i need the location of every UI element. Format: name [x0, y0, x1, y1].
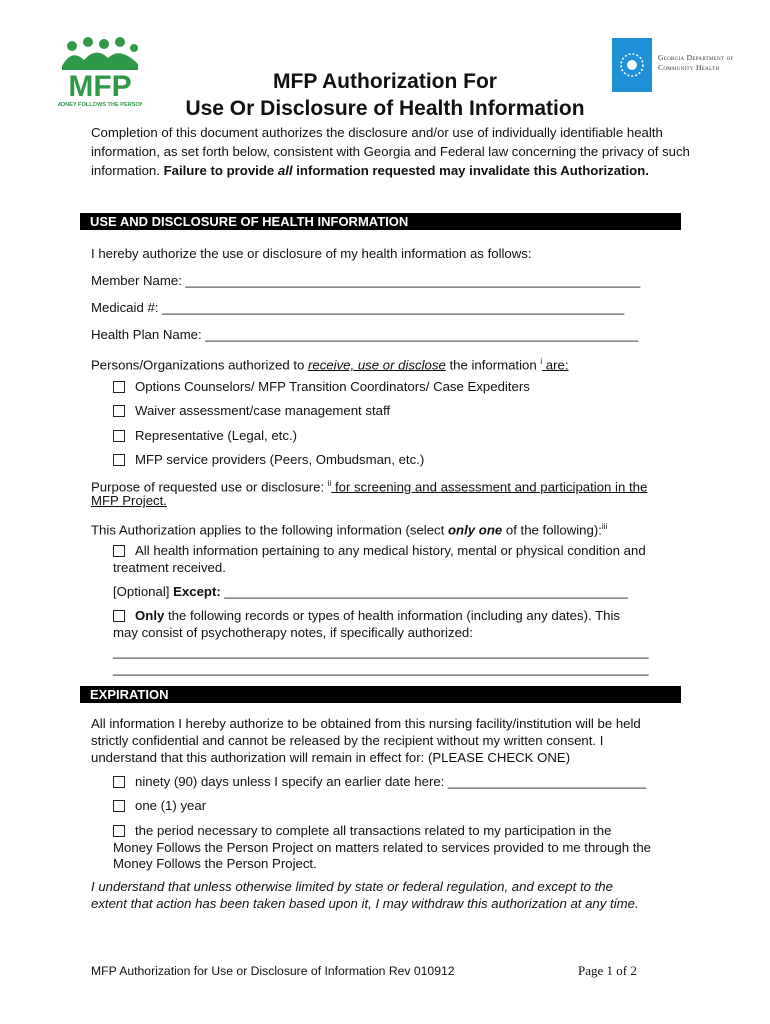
blank-line-1[interactable]: _________________________________________________________________________: [113, 644, 649, 659]
intro-bold-italic: all: [277, 163, 293, 178]
option-waiver-staff[interactable]: [113, 402, 390, 420]
footer-page-number: Page 1 of 2: [578, 963, 637, 978]
transaction-period-line-3: Money Follows the Person Project.: [113, 856, 317, 871]
checkbox[interactable]: [113, 610, 125, 622]
option-label: ninety (90) days unless I specify an earlier date here: ___________________________: [135, 774, 647, 789]
purpose-line-2: MFP Project.: [91, 493, 167, 508]
withdraw-statement-line-1: I understand that unless otherwise limited by state or federal regulation, and except to the: [91, 879, 613, 894]
option-ninety-days[interactable]: [113, 773, 646, 791]
persons-post: are:: [542, 357, 569, 373]
option-all-health-info[interactable]: [113, 542, 646, 560]
medicaid-number-field[interactable]: Medicaid #: _______________________________________________________________: [91, 300, 625, 315]
withdraw-statement-line-2: extent that action has been taken based upon it, I may withdraw this authorization at any time.: [91, 896, 639, 911]
expiration-para-line-3: understand that this authorization will remain in effect for: (PLEASE CHECK ONE): [91, 750, 571, 765]
option-one-year[interactable]: [113, 797, 206, 815]
applies-footnote: iii: [601, 522, 608, 531]
option-label: Representative (Legal, etc.): [135, 428, 297, 443]
option-service-providers[interactable]: [113, 451, 424, 469]
persons-mid: the information: [445, 357, 541, 373]
persons-pre: Persons/Organizations authorized to: [91, 357, 308, 373]
blank-line-2[interactable]: _________________________________________________________________________: [113, 661, 649, 676]
purpose-underlined-1: for screening and assessment and participation in the: [331, 479, 648, 495]
purpose-pre: Purpose of requested use or disclosure:: [91, 479, 328, 495]
option-label: All health information pertaining to any medical history, mental or physical condition and: [135, 543, 646, 558]
expiration-para-line-1: All information I hereby authorize to be obtained from this nursing facility/institution will be held: [91, 716, 641, 731]
all-health-line-2: treatment received.: [113, 560, 226, 575]
optional-pre: [Optional]: [113, 584, 174, 599]
footer-revision: MFP Authorization for Use or Disclosure of Information Rev 010912: [91, 964, 455, 978]
section-header-use-disclosure: USE AND DISCLOSURE OF HEALTH INFORMATION: [80, 213, 681, 230]
checkbox[interactable]: [113, 381, 125, 393]
option-label: MFP service providers (Peers, Ombudsman, etc.): [135, 452, 425, 467]
expiration-para-line-2: strictly confidential and cannot be released by the recipient without my written consent. I: [91, 733, 604, 748]
transaction-period-line-2: Money Follows the Person Project on matters related to services provided to me through the: [113, 840, 652, 855]
checkbox[interactable]: [113, 405, 125, 417]
option-only-records[interactable]: [113, 607, 620, 625]
only-records-line-2: may consist of psychotherapy notes, if specifically authorized:: [113, 625, 473, 640]
checkbox[interactable]: [113, 825, 125, 837]
intro-text: Completion of this document authorizes the disclosure and/or use of individually identifiable health information, as set forth below, consistent with Georgia and Federal law concerning the privacy of such information.: [91, 125, 690, 178]
option-representative[interactable]: [113, 427, 297, 445]
mfp-logo-text: MFP: [68, 70, 132, 103]
persons-footnote: i: [540, 357, 543, 366]
title-line-2: Use Or Disclosure of Health Information: [185, 97, 585, 120]
only-bold: Only: [135, 608, 165, 623]
mfp-logo-tagline: MONEY FOLLOWS THE PERSON: [58, 102, 142, 108]
checkbox[interactable]: [113, 430, 125, 442]
applies-pre: This Authorization applies to the following information (select: [91, 522, 448, 538]
health-plan-name-field[interactable]: Health Plan Name: ___________________________________________________________: [91, 327, 639, 342]
option-counselors[interactable]: [113, 378, 530, 396]
option-label: the period necessary to complete all transactions related to my participation in the: [135, 823, 612, 838]
applies-label: [91, 518, 607, 539]
persons-authorized-label: [91, 353, 569, 374]
title-line-1: MFP Authorization For: [273, 70, 497, 93]
authorize-statement: I hereby authorize the use or disclosure of my health information as follows:: [91, 246, 532, 261]
section-header-expiration: EXPIRATION: [80, 686, 681, 703]
member-name-field[interactable]: Member Name: ______________________________________________________________: [91, 273, 641, 288]
checkbox[interactable]: [113, 800, 125, 812]
intro-bold-2: information requested may invalidate this Authorization.: [292, 163, 649, 178]
option-label: one (1) year: [135, 798, 207, 813]
persons-italic: receive, use or disclose: [307, 357, 446, 373]
checkbox[interactable]: [113, 545, 125, 557]
option-transaction-period[interactable]: [113, 822, 611, 840]
applies-bold: only one: [447, 522, 503, 538]
option-label: Waiver assessment/case management staff: [135, 403, 391, 418]
intro-bold-1: Failure to provide: [163, 163, 278, 178]
dch-line-2: Community Health: [658, 63, 720, 72]
dch-line-1: Georgia Department of: [658, 53, 734, 62]
optional-bold: Except:: [173, 584, 221, 599]
intro-paragraph: [91, 123, 691, 180]
checkbox[interactable]: [113, 454, 125, 466]
page-title: [0, 68, 770, 122]
optional-line: _______________________________________________________: [220, 584, 628, 599]
purpose-footnote: ii: [327, 479, 332, 488]
only-text: the following records or types of health information (including any dates). This: [164, 608, 621, 623]
applies-post: of the following):: [502, 522, 602, 538]
option-label: Options Counselors/ MFP Transition Coordinators/ Case Expediters: [135, 379, 530, 394]
optional-except-field[interactable]: [113, 583, 628, 601]
purpose-line-1: [91, 475, 647, 496]
checkbox[interactable]: [113, 776, 125, 788]
